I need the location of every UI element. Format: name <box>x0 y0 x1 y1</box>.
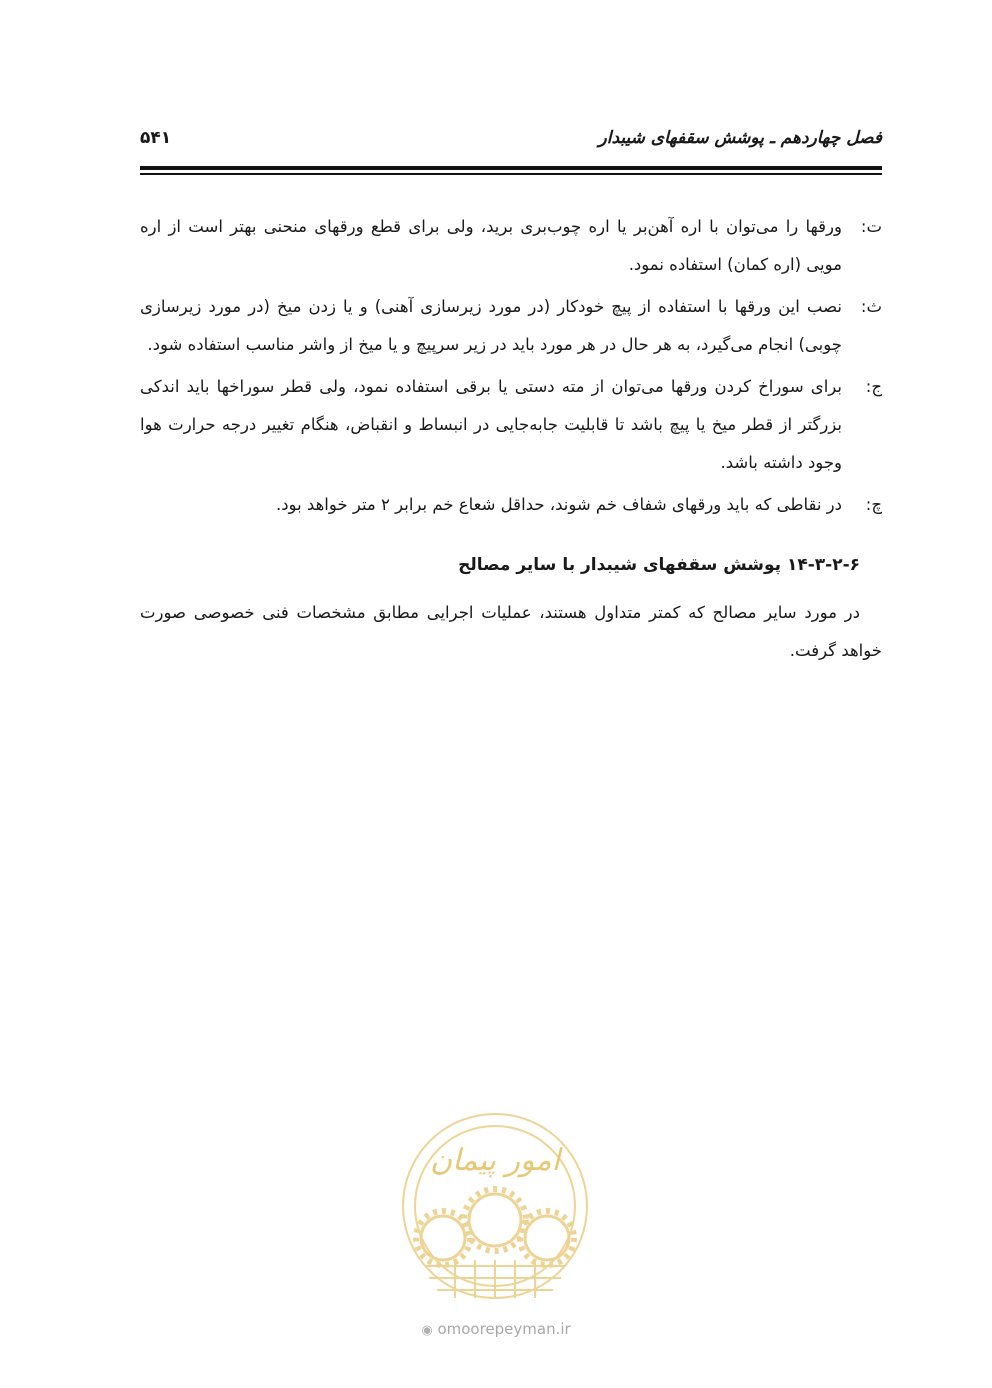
website-text: omoorepeyman.ir <box>437 1320 571 1338</box>
item-text: نصب این ورقها با استفاده از پیچ خودکار (در مورد زیرسازی آهنی) و یا زدن میخ (در مورد زیرسازی چوبی) انجام می‌گیرد، به هر حال در هر مورد باید در زیر سرپیچ و یا میخ از واشر مناسب استفاده شود. <box>140 297 842 354</box>
header-rule-thin <box>140 173 882 175</box>
item-text: برای سوراخ کردن ورقها می‌توان از مته دستی یا برقی استفاده نمود، ولی قطر سوراخها باید اندکی بزرگتر از قطر میخ یا پیچ باشد تا قابلیت جابه‌جایی در انبساط و انقباض، هنگام تغییر درجه حرارت هوا وجود داشته باشد. <box>140 377 842 472</box>
list-item <box>140 208 882 284</box>
chapter-title: فصل چهاردهم ـ پوشش سقفهای شیبدار <box>598 128 882 148</box>
page-content <box>140 208 882 670</box>
globe-icon: ◉ <box>421 1323 433 1338</box>
item-text: ورقها را می‌توان با اره آهن‌بر یا اره چوب‌بری برید، ولی برای قطع ورقهای منحنی بهتر است از اره مویی (اره کمان) استفاده نمود. <box>140 217 842 274</box>
page-header <box>140 128 882 162</box>
list-item <box>140 486 882 524</box>
item-label: ث: <box>860 297 882 316</box>
list-item <box>140 368 882 482</box>
page-number: ۵۴۱ <box>140 128 172 148</box>
header-rule-thick <box>140 166 882 170</box>
section-heading: ۱۴-۳-۲-۶ پوشش سقفهای شیبدار با سایر مصالح <box>458 555 860 575</box>
item-label: چ: <box>865 495 882 514</box>
list-item <box>140 288 882 364</box>
item-text: در نقاطی که باید ورقهای شفاف خم شوند، حداقل شعاع خم برابر ۲ متر خواهد بود. <box>275 495 842 514</box>
item-label: ت: <box>860 217 882 236</box>
watermark-website <box>386 1320 606 1338</box>
watermark-logo-text: امور پیمان <box>430 1143 560 1178</box>
section-paragraph: در مورد سایر مصالح که کمتر متداول هستند، عملیات اجرایی مطابق مشخصات فنی خصوصی صورت خواهد گرفت. <box>140 603 882 660</box>
item-label: ج: <box>865 377 882 396</box>
watermark-logo <box>395 1098 595 1330</box>
